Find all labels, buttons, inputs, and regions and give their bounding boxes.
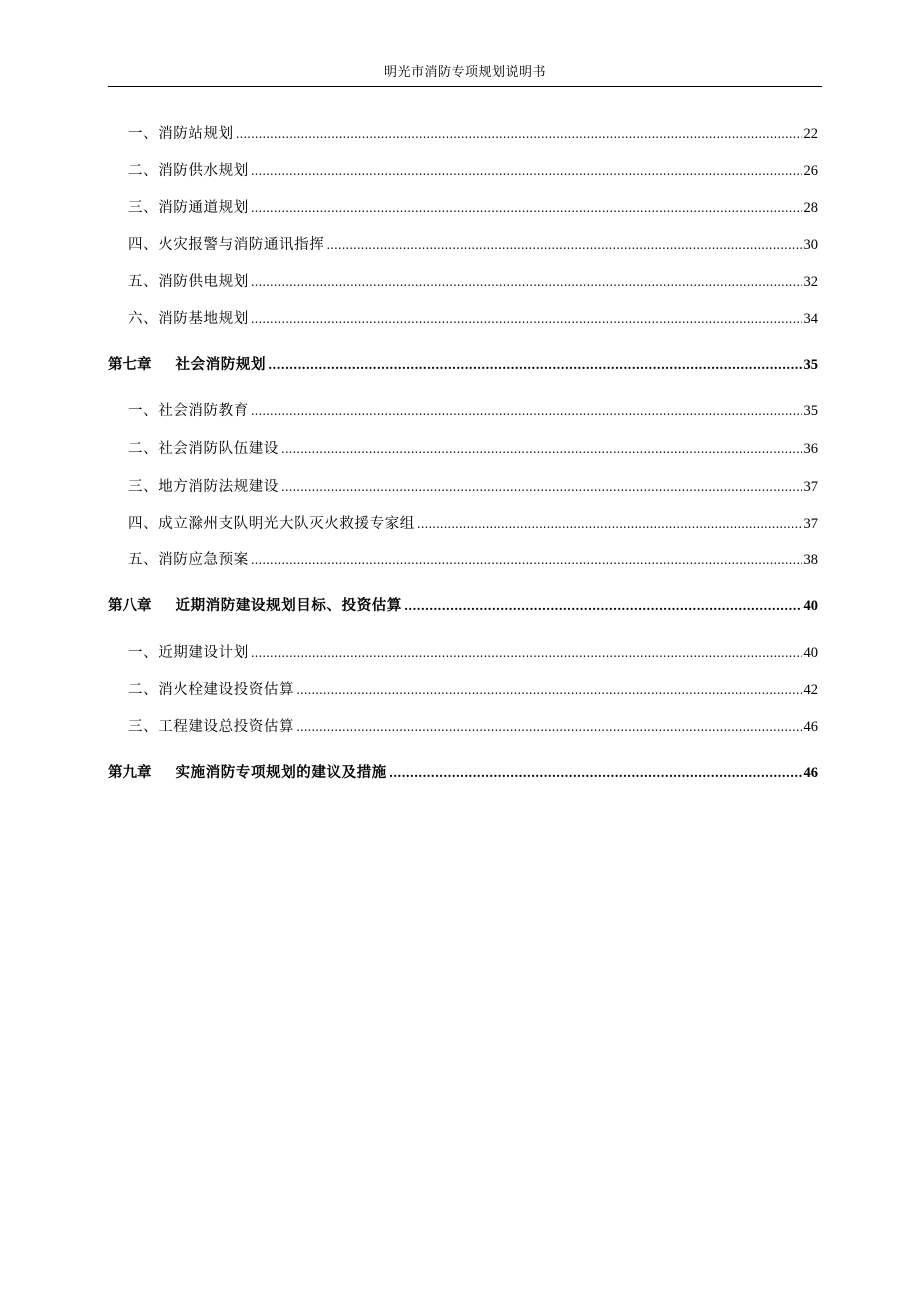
toc-entry-fire-base[interactable]	[128, 308, 818, 330]
toc-entry-total-investment[interactable]	[128, 716, 818, 738]
toc-page-number: 22	[803, 126, 818, 142]
toc-entry-title: 六、消防基地规划	[128, 311, 249, 327]
toc-entry-title: 三、地方消防法规建设	[128, 479, 279, 495]
toc-page-number: 38	[803, 552, 818, 568]
toc-page-number: 36	[803, 441, 818, 457]
toc-chapter-number: 第七章	[108, 356, 152, 373]
toc-entry-emergency-plan[interactable]	[128, 549, 818, 571]
toc-leader-dots	[281, 476, 802, 498]
toc-chapter-title: 社会消防规划	[175, 356, 267, 373]
toc-entry-social-fire-education[interactable]	[128, 400, 818, 422]
toc-entry-fire-alarm-communication[interactable]	[128, 234, 818, 256]
toc-leader-dots	[417, 513, 802, 535]
toc-leader-dots	[326, 234, 801, 256]
toc-leader-dots	[251, 160, 802, 182]
toc-entry-title: 三、消防通道规划	[128, 200, 249, 216]
toc-chapter-8[interactable]	[108, 595, 818, 617]
toc-leader-dots	[236, 123, 802, 145]
toc-page-number: 42	[803, 682, 818, 698]
toc-page-number: 35	[803, 357, 818, 373]
toc-leader-dots	[296, 716, 801, 738]
toc-chapter-9[interactable]	[108, 762, 818, 784]
toc-page-number: 40	[803, 598, 818, 614]
toc-leader-dots	[404, 595, 802, 617]
toc-entry-title: 二、消防供水规划	[128, 163, 249, 179]
toc-leader-dots	[251, 400, 802, 422]
toc-entry-title: 一、近期建设计划	[128, 645, 249, 661]
toc-leader-dots	[389, 762, 802, 784]
toc-entry-title: 五、消防供电规划	[128, 274, 249, 290]
toc-leader-dots	[251, 642, 802, 664]
toc-leader-dots	[296, 679, 801, 701]
toc-page-number: 40	[803, 645, 818, 661]
toc-entry-title: 一、消防站规划	[128, 126, 234, 142]
header-rule	[108, 86, 822, 87]
toc-page-number: 46	[803, 765, 818, 781]
toc-entry-fire-station[interactable]	[128, 123, 818, 145]
toc-page-number: 32	[803, 274, 818, 290]
toc-chapter-number: 第八章	[108, 597, 152, 614]
toc-page-number: 37	[803, 516, 818, 532]
toc-entry-fire-power-supply[interactable]	[128, 271, 818, 293]
toc-entry-expert-group[interactable]	[128, 513, 818, 535]
toc-leader-dots	[251, 308, 802, 330]
toc-page-number: 37	[803, 479, 818, 495]
toc-chapter-title: 近期消防建设规划目标、投资估算	[175, 597, 402, 614]
toc-page-number: 26	[803, 163, 818, 179]
toc-page-number: 30	[803, 237, 818, 253]
page-header-title: 明光市消防专项规划说明书	[383, 65, 546, 80]
toc-leader-dots	[281, 438, 802, 460]
toc-leader-dots	[251, 549, 802, 571]
toc-entry-social-fire-brigade[interactable]	[128, 438, 818, 460]
toc-entry-title: 四、成立滁州支队明光大队灭火救援专家组	[128, 516, 415, 532]
toc-leader-dots	[268, 354, 801, 376]
toc-chapter-7[interactable]	[108, 354, 818, 376]
toc-entry-fire-water-supply[interactable]	[128, 160, 818, 182]
toc-entry-title: 二、社会消防队伍建设	[128, 441, 279, 457]
toc-page-number: 35	[803, 403, 818, 419]
toc-page-number: 28	[803, 200, 818, 216]
toc-leader-dots	[251, 197, 802, 219]
toc-entry-fire-access-roads[interactable]	[128, 197, 818, 219]
toc-entry-local-fire-regulations[interactable]	[128, 476, 818, 498]
toc-page-number: 46	[803, 719, 818, 735]
toc-leader-dots	[251, 271, 802, 293]
toc-entry-title: 二、消火栓建设投资估算	[128, 682, 295, 698]
toc-chapter-number: 第九章	[108, 764, 152, 781]
toc-entry-near-term-plan[interactable]	[128, 642, 818, 664]
toc-entry-title: 四、火灾报警与消防通讯指挥	[128, 237, 325, 253]
toc-entry-title: 三、工程建设总投资估算	[128, 719, 295, 735]
toc-entry-title: 一、社会消防教育	[128, 403, 249, 419]
toc-page-number: 34	[803, 311, 818, 327]
toc-entry-hydrant-investment[interactable]	[128, 679, 818, 701]
toc-chapter-title: 实施消防专项规划的建议及措施	[175, 764, 387, 781]
toc-entry-title: 五、消防应急预案	[128, 552, 249, 568]
